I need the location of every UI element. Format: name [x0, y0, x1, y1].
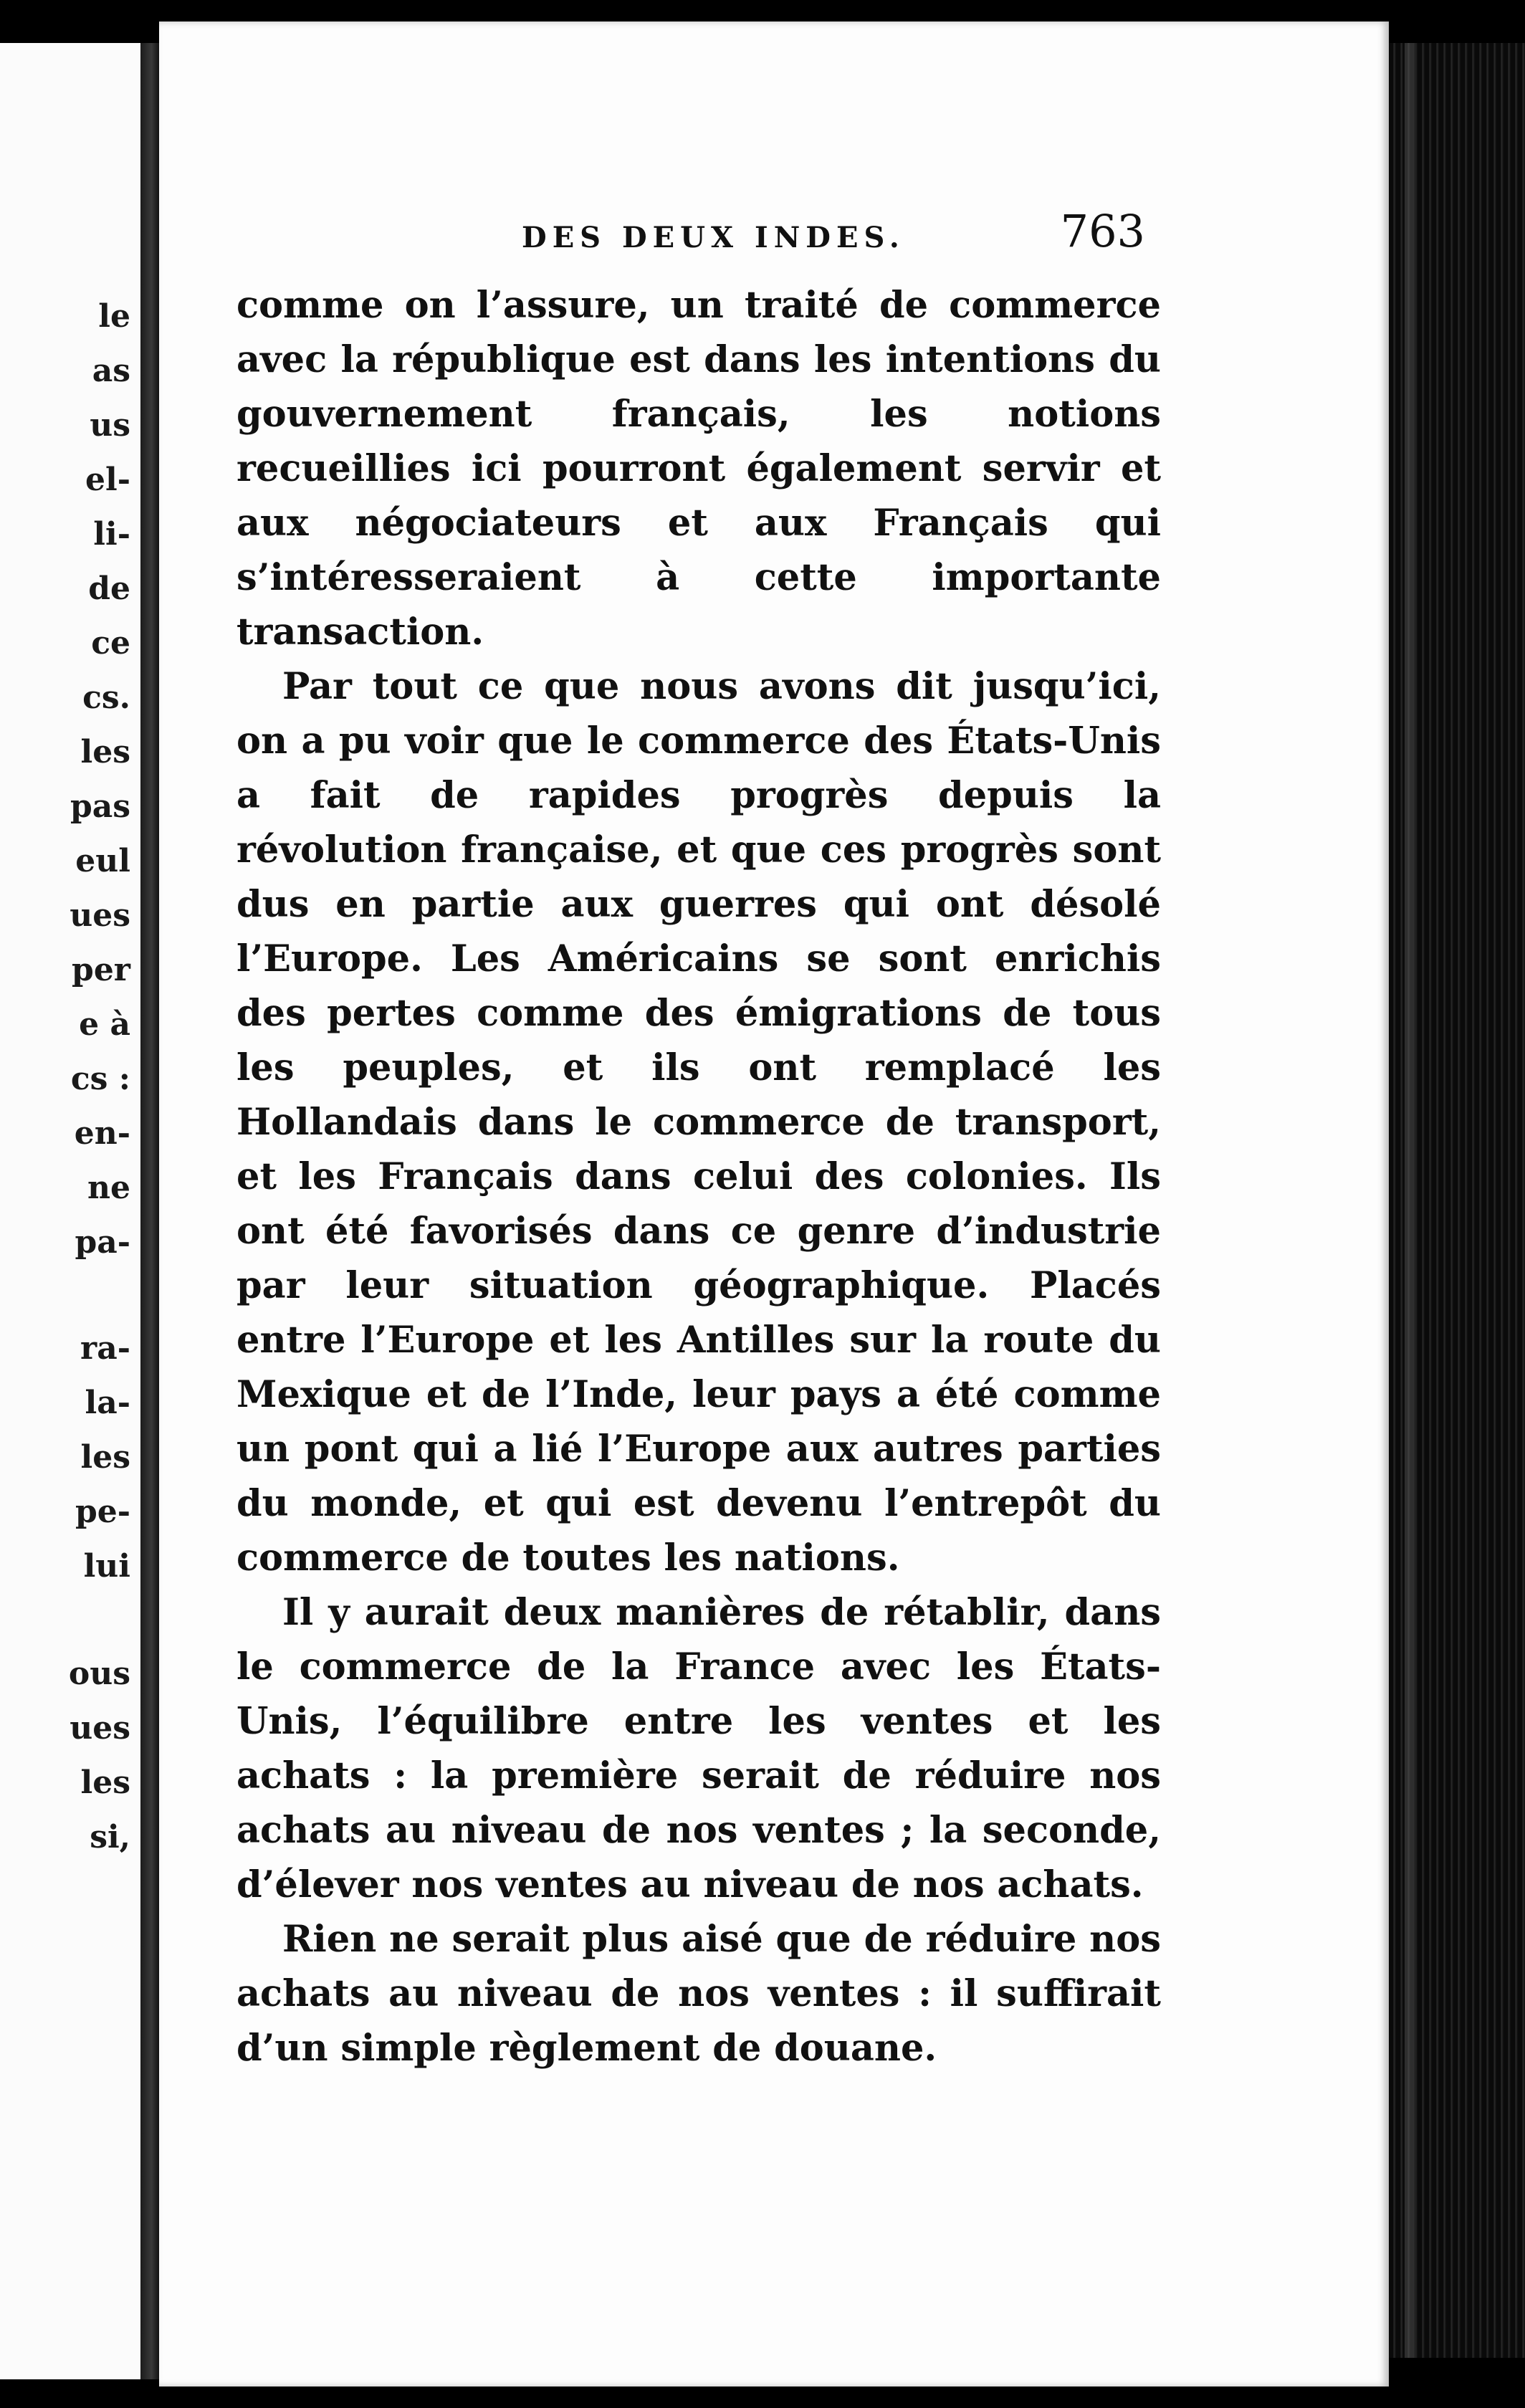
- left-fragment: les: [80, 1439, 130, 1476]
- left-fragment: us: [90, 407, 130, 444]
- left-fragment: cs :: [70, 1061, 130, 1097]
- left-fragment: pe-: [75, 1494, 130, 1530]
- page-header: [364, 205, 1160, 262]
- left-fragment: pas: [70, 788, 130, 825]
- left-fragment: ne: [87, 1170, 130, 1206]
- left-fragment: ues: [70, 1710, 130, 1747]
- paragraph: Il y aurait deux manières de rétablir, dans le commerce de la France avec les États-Unis, l’équilibre entre les ventes et les achats : la première serait de réduire nos achats au niveau de nos ventes ; la seconde, d’élever nos ventes au niveau de nos achats.: [236, 1591, 1161, 1906]
- left-fragment: lui: [83, 1548, 130, 1585]
- left-fragment: ce: [91, 625, 130, 661]
- book-page-edge-highlight: [1405, 43, 1415, 2358]
- left-fragment: li-: [93, 516, 130, 553]
- running-head: DES DEUX INDES.: [522, 221, 905, 254]
- book-gutter: [140, 43, 159, 2379]
- left-facing-page: [0, 43, 140, 2379]
- left-fragment: de: [88, 570, 130, 607]
- paragraph: comme on l’assure, un traité de commerce avec la république est dans les intentions du gouvernement français, les notions recueillies ici pourront également servir et aux négociateurs et aux Français qui s’intéresseraient à cette importante transaction.: [236, 284, 1161, 654]
- left-fragment: el-: [85, 462, 130, 498]
- left-fragment: ues: [70, 897, 130, 934]
- body-text: [236, 278, 1161, 2075]
- left-fragment: ra-: [80, 1330, 130, 1367]
- left-fragment: cs.: [82, 679, 130, 716]
- main-page: [159, 22, 1389, 2386]
- paragraph: Par tout ce que nous avons dit jusqu’ici, on a pu voir que le commerce des États-Unis a fait de rapides progrès depuis la révolution française, et que ces progrès sont dus en partie aux guerres qui ont désolé l’Europe. Les Américains se sont enrichis des pertes comme des émigrations de tous les peuples, et ils ont remplacé les Hollandais dans le commerce de transport, et les Français dans celui des colonies. Ils ont été favorisés dans ce genre d’industrie par leur situation géographique. Placés entre l’Europe et les Antilles sur la route du Mexique et de l’Inde, leur pays a été comme un pont qui a lié l’Europe aux autres parties du monde, et qui est devenu l’entrepôt du commerce de toutes les nations.: [236, 665, 1161, 1580]
- left-fragment: pa-: [75, 1224, 130, 1261]
- left-fragment: as: [92, 353, 130, 389]
- left-fragment: les: [80, 1764, 130, 1801]
- left-fragment: per: [72, 952, 130, 988]
- left-fragment: ous: [68, 1656, 130, 1692]
- paragraph: Rien ne serait plus aisé que de réduire nos achats au niveau de nos ventes : il suffirait d’un simple règlement de douane.: [236, 1918, 1161, 2070]
- left-fragment: la-: [85, 1385, 130, 1421]
- left-fragment: en-: [74, 1115, 130, 1152]
- left-fragment: si,: [90, 1819, 130, 1855]
- page-number: 763: [1060, 205, 1145, 257]
- left-fragment: eul: [75, 843, 130, 879]
- left-fragment: e à: [79, 1006, 130, 1043]
- left-fragment: les: [80, 734, 130, 770]
- left-fragment: le: [98, 298, 130, 335]
